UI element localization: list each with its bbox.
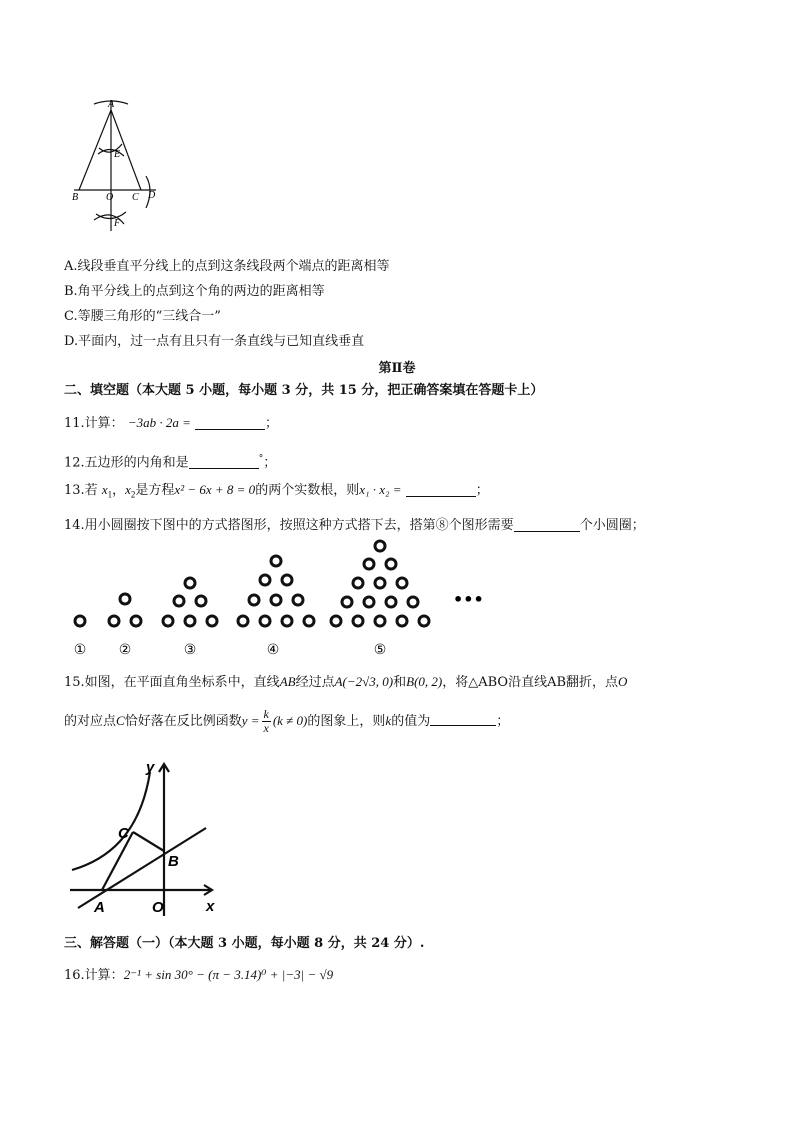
q15-text-b: 经过点 (295, 675, 335, 690)
graph-label-c: C (118, 825, 129, 842)
label-b: B (72, 192, 79, 203)
q15-func-lhs: y = (241, 713, 260, 728)
question-14 (64, 517, 645, 535)
label-o: O (106, 192, 114, 203)
q13-suffix: ； (475, 483, 489, 498)
pattern-label-5: ⑤ (373, 642, 387, 658)
q11-expr: −3ab · 2a = (127, 415, 191, 430)
q11-prefix: 11.计算： (64, 416, 124, 431)
q15-fraction: $\frac{k}{x}$ (263, 707, 269, 735)
label-d: D (148, 190, 156, 201)
q15-point-a: A(−2√3, 0) (334, 674, 394, 689)
q12-answer-blank[interactable] (189, 454, 259, 469)
q15-o: O (618, 674, 628, 689)
option-a: A.线段垂直平分线上的点到这条线段两个端点的距离相等 (64, 259, 390, 274)
coordinate-graph (66, 756, 236, 921)
q15-func-cond: (k ≠ 0) (272, 713, 308, 728)
question-12 (64, 450, 276, 472)
q12-unit: ° (258, 454, 264, 464)
question-16 (64, 966, 333, 985)
q13-x2: $x_2$ (125, 482, 136, 500)
graph-label-o: O (152, 899, 164, 916)
q14-answer-blank[interactable] (514, 517, 580, 532)
graph-label-a: A (94, 899, 105, 916)
option-c: C.等腰三角形的“三线合一” (64, 309, 221, 324)
option-b: B.角平分线上的点到这个角的两边的距离相等 (64, 284, 325, 299)
q15-text-e: 恰好落在反比例函数 (124, 714, 242, 729)
q15-suffix: ； (496, 714, 510, 729)
q14-text-before: 14.用小圆圈按下图中的方式搭图形，按照这种方式搭下去，搭第⑧个图形需要 (64, 518, 514, 533)
pattern-label-3: ③ (183, 642, 197, 658)
q15-text-f: 的图象上，则 (307, 714, 386, 729)
label-e: E (114, 149, 121, 160)
section2-heading: 二、填空题（本大题 5 小题，每小题 3 分，共 15 分，把正确答案填在答题卡上） (64, 383, 544, 398)
pattern-ellipsis: ••• (453, 590, 484, 609)
q15-ab: AB (279, 674, 296, 689)
q13-prefix: 13.若 (64, 483, 98, 498)
q15-text-g: 的值为 (391, 714, 431, 729)
label-a: A (108, 99, 115, 110)
q13-answer-blank[interactable] (406, 482, 476, 497)
q14-text-after: 个小圆圈； (579, 518, 645, 533)
pattern-label-2: ② (118, 642, 132, 658)
circle-pattern-figure (66, 535, 486, 660)
q12-suffix: ； (263, 455, 277, 471)
question-15-line2 (64, 707, 509, 736)
q15-k: k (385, 713, 392, 728)
q13-x1: $x_1$ (101, 482, 113, 500)
question-11 (64, 414, 278, 433)
q15-text-c: ，将△ABO沿直线AB翻折，点 (442, 675, 619, 690)
label-c: C (132, 192, 139, 203)
q12-prefix: 12.五边形的内角和是 (64, 455, 189, 471)
pattern-label-4: ④ (266, 642, 280, 658)
q15-answer-blank[interactable] (430, 711, 496, 726)
question-13 (64, 481, 489, 504)
q15-and: 和 (393, 675, 407, 690)
label-f: F (114, 218, 121, 229)
graph-label-y: y (146, 759, 155, 776)
q13-after: 的两个实数根，则 (255, 483, 360, 498)
section3-heading: 三、解答题（一）（本大题 3 小题，每小题 8 分，共 24 分）. (64, 936, 425, 951)
construction-figure (66, 96, 166, 246)
q16-prefix: 16.计算： (64, 968, 124, 983)
q13-middle: 是方程 (135, 483, 175, 498)
question-15-line1 (64, 673, 627, 692)
q13-comma: ， (112, 483, 126, 498)
pattern-label-1: ① (73, 642, 87, 658)
q13-product: x₁ · x₂ = (359, 482, 402, 497)
q15-c: C (116, 713, 125, 728)
option-d: D.平面内，过一点有且只有一条直线与已知直线垂直 (64, 334, 365, 349)
graph-label-b: B (168, 853, 179, 870)
q15-text-d: 的对应点 (64, 714, 117, 729)
q16-expr: 2⁻¹ + sin 30° − (π − 3.14)⁰ + |−3| − √9 (123, 967, 334, 982)
q11-answer-blank[interactable] (195, 415, 265, 430)
q15-text-a: 15.如图，在平面直角坐标系中，直线 (64, 675, 280, 690)
volume-title: 第Ⅱ卷 (378, 361, 416, 376)
q11-suffix: ； (265, 416, 279, 431)
graph-label-x: x (206, 898, 215, 915)
q13-equation: x² − 6x + 8 = 0 (174, 482, 256, 497)
q15-point-b: B(0, 2) (406, 674, 443, 689)
